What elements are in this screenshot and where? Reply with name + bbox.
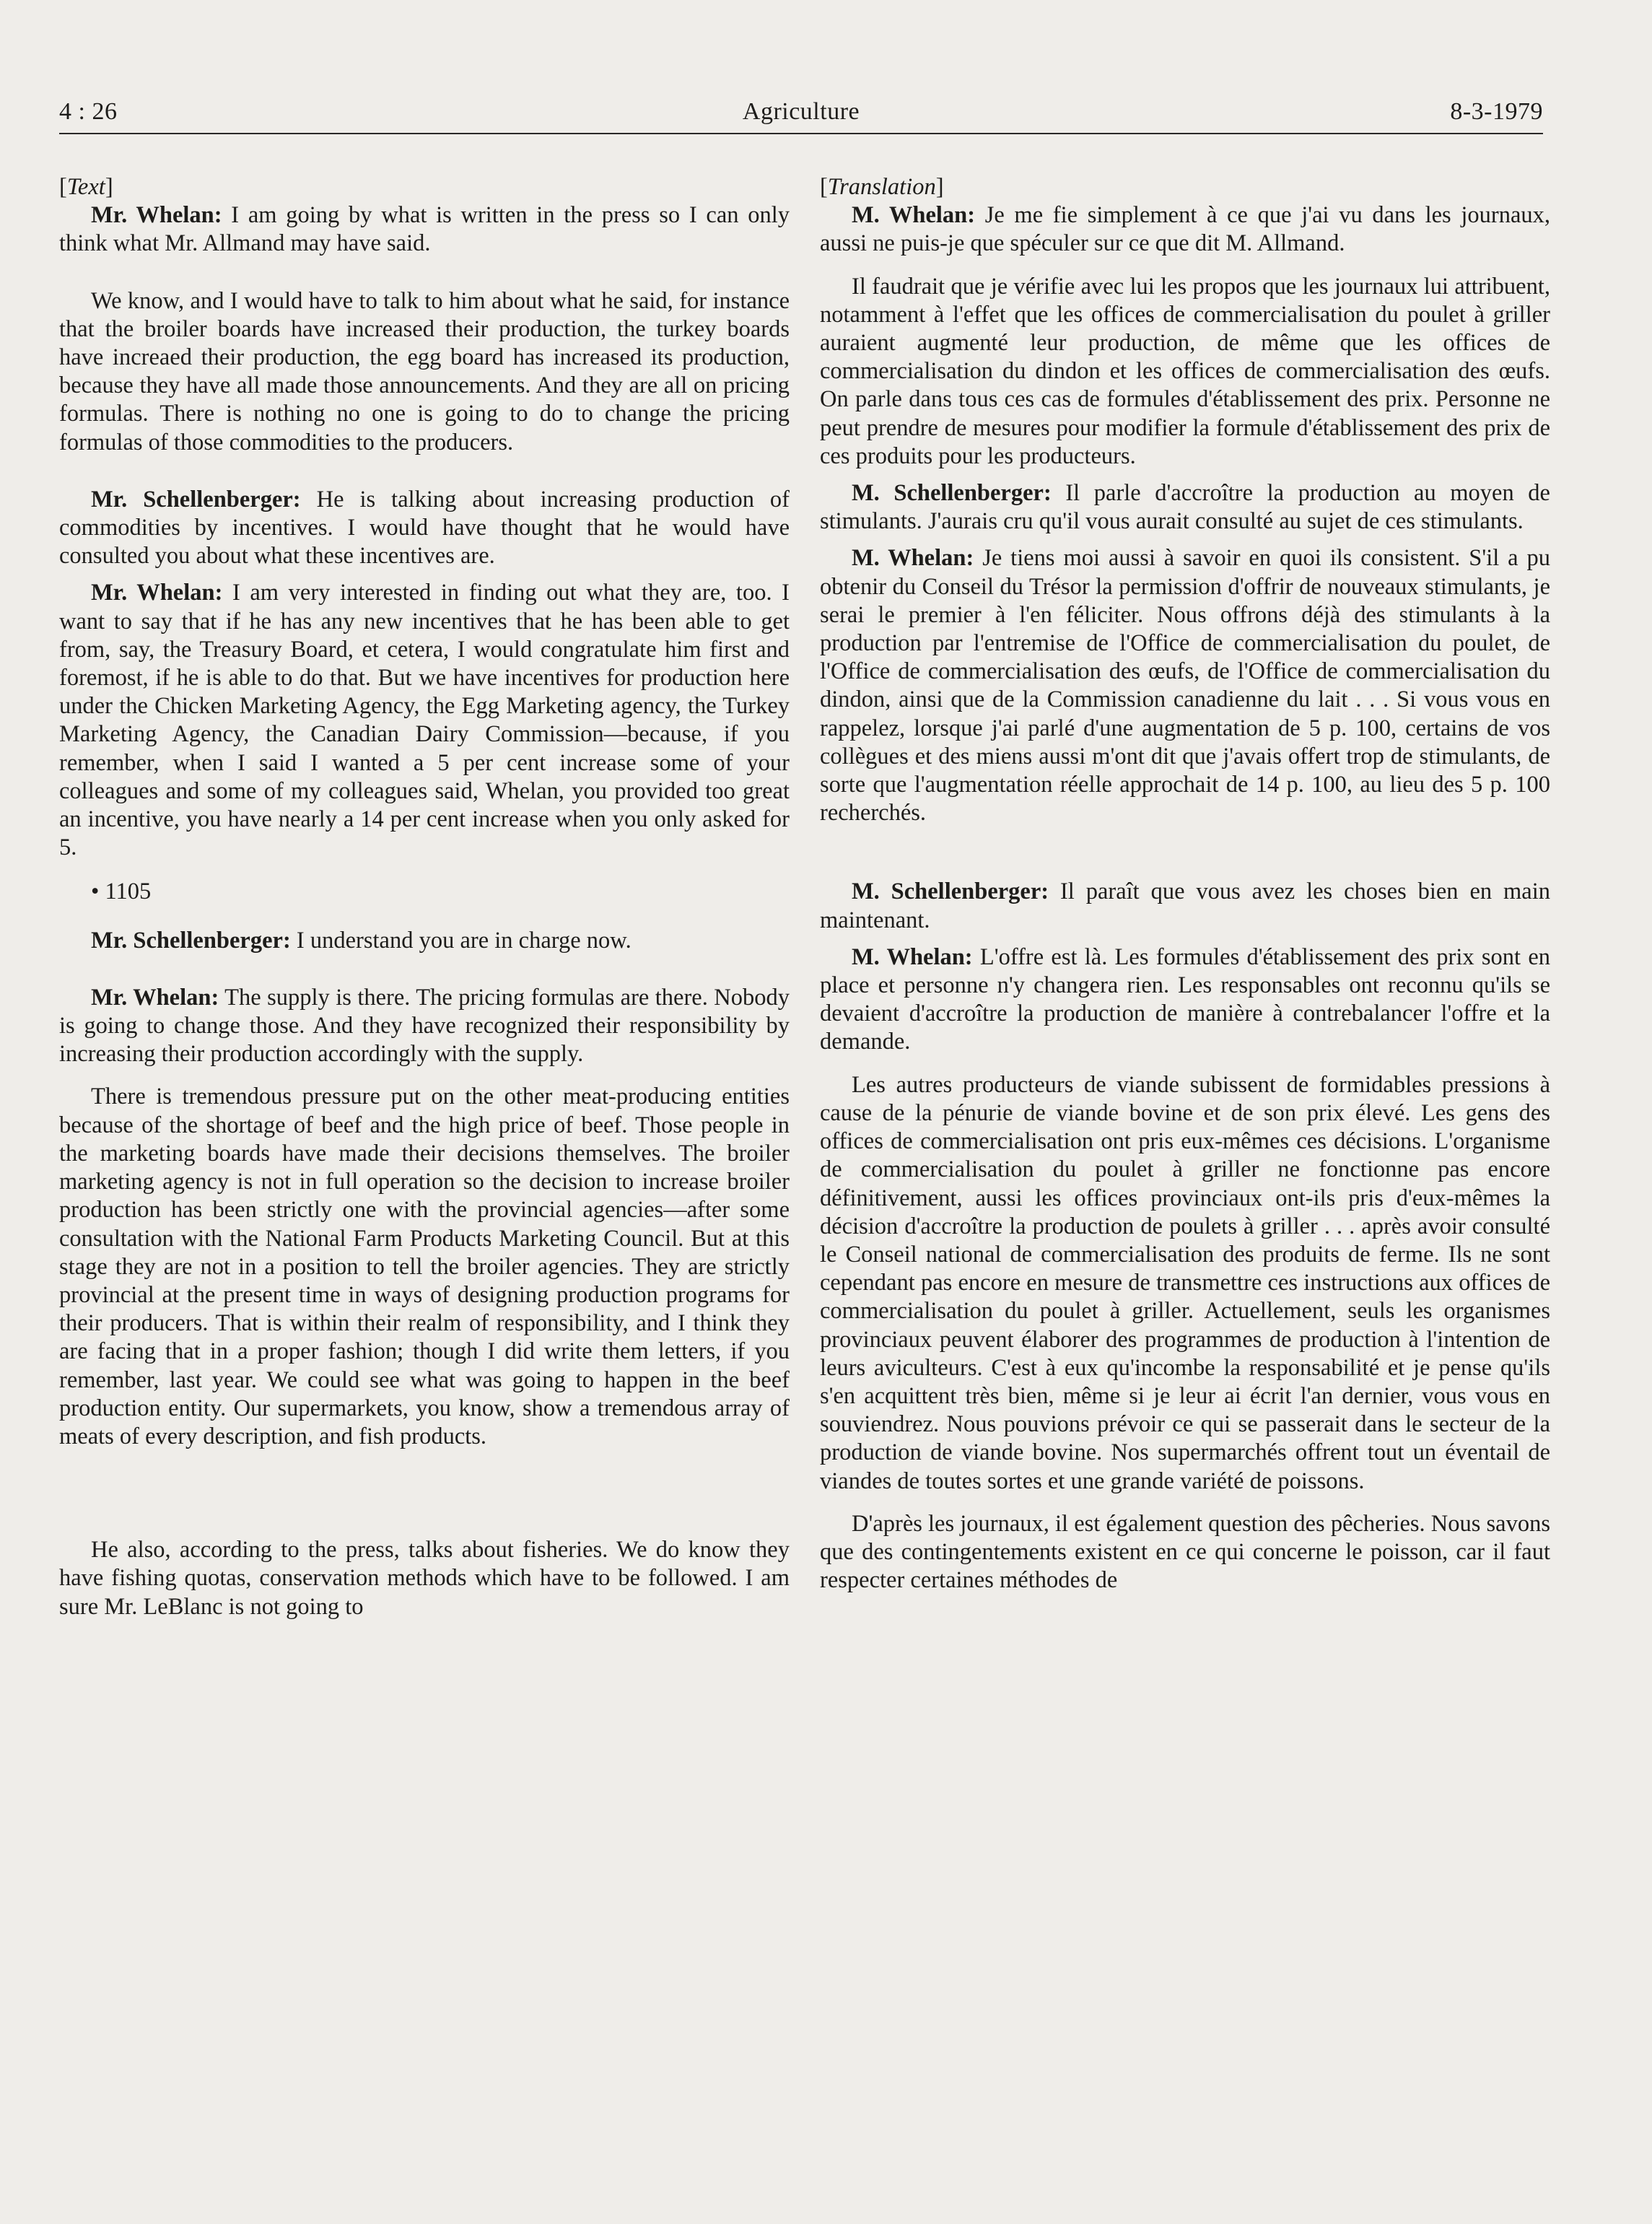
paragraph bbox=[59, 579, 790, 862]
paragraph-text: Il parle d'accroître la production au moyen de stimulants. J'aurais cru qu'il vous aurait consulté au sujet de ces stimulants. bbox=[820, 480, 1550, 535]
paragraph bbox=[59, 287, 790, 457]
speaker-name: Mr. Whelan: bbox=[91, 580, 223, 606]
paragraph bbox=[820, 479, 1550, 536]
paragraph-text: Je me fie simplement à ce que j'ai vu dans les journaux, aussi ne puis-je que spéculer sur ce que dit M. Allmand. bbox=[820, 202, 1550, 257]
paragraph-text: He is talking about increasing production of commodities by incentives. I would have thought that he would have consulted you about what these incentives are. bbox=[59, 486, 790, 570]
speaker-name: M. Schellenberger: bbox=[852, 878, 1049, 905]
french-column bbox=[820, 173, 1550, 1595]
paragraph bbox=[820, 1510, 1550, 1595]
paragraph bbox=[59, 486, 790, 571]
paragraph bbox=[820, 201, 1550, 258]
paragraph-text: There is tremendous pressure put on the other meat-producing entities because of the shortage of beef and the high price of beef. Those people in the marketing boards have made their decisions themselves. The broiler marketing agency is not in full operation so the decision to increase broiler production has been strictly one with the provincial agencies—after some consultation with the National Farm Products Marketing Council. But at this stage they are not in a position to tell the broiler agencies. They are strictly provincial at the present time in ways of designing production programs for their producers. That is within their realm of responsibility, and I think they are facing that in a proper fashion; though I did write them letters, if you remember, last year. We could see what was going to happen in the beef production entity. Our supermarkets, you know, show a tremendous array of meats of every description, and fish products. bbox=[59, 1083, 790, 1449]
committee-title: Agriculture bbox=[742, 98, 860, 125]
paragraph-text: Il faudrait que je vérifie avec lui les propos que les journaux lui attribuent, notamment à l'effet que les offices de commercialisation du poulet à griller auraient augmenté leur production, de même que les offices de commercialisation du dindon et les offices de commercialisation des œufs. On parle dans tous ces cas de formules d'établissement des prix. Personne ne peut prendre de mesures pour modifier la formule d'établissement des prix de ces produits pour les producteurs. bbox=[820, 273, 1550, 469]
page-number: 4 : 26 bbox=[59, 98, 118, 125]
paragraph-text: Les autres producteurs de viande subissent de formidables pressions à cause de la pénurie de viande bovine et de son prix élevé. Les gens des offices de commercialisation ont pris eux-mêmes ces décisions. L'organisme de commercialisation du poulet à griller ne fonctionne pas encore définitivement, aussi les offices provinciaux ont-ils pris d'eux-mêmes la décision d'accroître la production de poulets à griller . . . après avoir consulté le Conseil national de commercialisation des produits de ferme. Ils ne sont cependant pas encore en mesure de transmettre ces instructions aux offices de commercialisation du poulet à griller. Actuellement, seuls les organismes provinciaux peuvent élaborer des programmes de production à l'intention de leurs aviculteurs. C'est à eux qu'incombe la responsabilité et je pense qu'ils s'en acquittent très bien, même si je leur ai écrit l'an dernier, vous vous en souviendrez. Nous pouvions prévoir ce qui se passerait dans le secteur de la production de viande bovine. Nos supermarchés offrent tout un éventail de viandes de toutes sortes et une grande variété de poissons. bbox=[820, 1071, 1550, 1494]
paragraph bbox=[59, 1083, 790, 1451]
paragraph bbox=[59, 201, 790, 258]
paragraph bbox=[820, 544, 1550, 827]
speaker-name: M. Whelan: bbox=[852, 943, 973, 970]
paragraph-text: The supply is there. The pricing formulas are there. Nobody is going to change those. And they have recognized their responsibility by increasing their production accordingly with the supply. bbox=[59, 984, 790, 1068]
paragraph bbox=[820, 943, 1550, 1057]
paragraph bbox=[820, 273, 1550, 471]
speaker-name: Mr. Whelan: bbox=[91, 984, 219, 1011]
paragraph bbox=[820, 878, 1550, 934]
paragraph bbox=[59, 1536, 790, 1621]
speaker-name: M. Whelan: bbox=[852, 545, 974, 572]
paragraph-text: L'offre est là. Les formules d'établissement des prix sont en place et personne n'y changera rien. Les responsables ont reconnu qu'ils se devaient d'accroître la production de manière à contrebalancer l'offre et la demande. bbox=[820, 943, 1550, 1055]
paragraph-text: We know, and I would have to talk to him about what he said, for instance that the broiler boards have increased their production, the turkey boards have increaed their production, the egg board has increased its production, because they have all made those announcements. And they are all on pricing formulas. There is nothing no one is going to do to change the pricing formulas of those commodities to the producers. bbox=[59, 287, 790, 455]
paragraph-text: Je tiens moi aussi à savoir en quoi ils consistent. S'il a pu obtenir du Conseil du Trésor la permission d'offrir de nouveaux stimulants, je serai le premier à l'en féliciter. Nous offrons déjà des stimulants à la production par l'entremise de l'Office de commercialisation du poulet, de l'Office de commercialisation des œufs, de l'Office de commercialisation du dindon, ainsi que de la Commission canadienne du lait . . . Si vous vous en rappelez, lorsque j'ai parlé d'une augmentation de 5 p. 100, certains de vos collègues et des miens aussi m'ont dit que j'avais offert trop de stimulants, de sorte que l'augmentation réelle approchait de 14 p. 100, au lieu des 5 p. 100 recherchés. bbox=[820, 545, 1550, 827]
sitting-date: 8-3-1979 bbox=[1450, 98, 1543, 125]
paragraph-text: I am very interested in finding out what they are, too. I want to say that if he has any new incentives that he has been able to get from, say, the Treasury Board, et cetera, I would congratulate him first and foremost, if he is able to do that. But we have incentives for production here under the Chicken Marketing Agency, the Egg Marketing agency, the Turkey Marketing Agency, the Canadian Dairy Commission—because, if you remember, when I said I wanted a 5 per cent increase some of your colleagues and some of my colleagues said, Whelan, you provided too great an incentive, you have nearly a 14 per cent increase when you only asked for 5. bbox=[59, 580, 790, 861]
paragraph-text: I am going by what is written in the press so I can only think what Mr. Allmand may have said. bbox=[59, 202, 790, 257]
speaker-name: M. Whelan: bbox=[852, 202, 976, 229]
paragraph-text: I understand you are in charge now. bbox=[290, 927, 631, 954]
paragraph bbox=[59, 984, 790, 1069]
english-column bbox=[59, 173, 790, 1621]
paragraph bbox=[820, 1071, 1550, 1496]
speaker-name: Mr. Schellenberger: bbox=[91, 486, 301, 513]
running-head bbox=[59, 92, 1543, 134]
paragraph-text: D'après les journaux, il est également question des pêcheries. Nous savons que des contingentements existent en ce qui concerne le poisson, car il faut respecter certaines méthodes de bbox=[820, 1510, 1550, 1594]
paragraph-text: Il paraît que vous avez les choses bien en main maintenant. bbox=[820, 878, 1550, 933]
paragraph bbox=[59, 927, 790, 955]
speaker-name: M. Schellenberger: bbox=[852, 480, 1052, 507]
text-tag: [Text] bbox=[59, 174, 113, 200]
speaker-name: Mr. Whelan: bbox=[91, 202, 222, 229]
speaker-name: Mr. Schellenberger: bbox=[91, 927, 291, 954]
time-marker: • 1105 bbox=[91, 878, 152, 905]
translation-tag: [Translation] bbox=[820, 174, 944, 200]
paragraph-text: He also, according to the press, talks about fisheries. We do know they have fishing quotas, conservation methods which have to be followed. I am sure Mr. LeBlanc is not going to bbox=[59, 1537, 790, 1620]
